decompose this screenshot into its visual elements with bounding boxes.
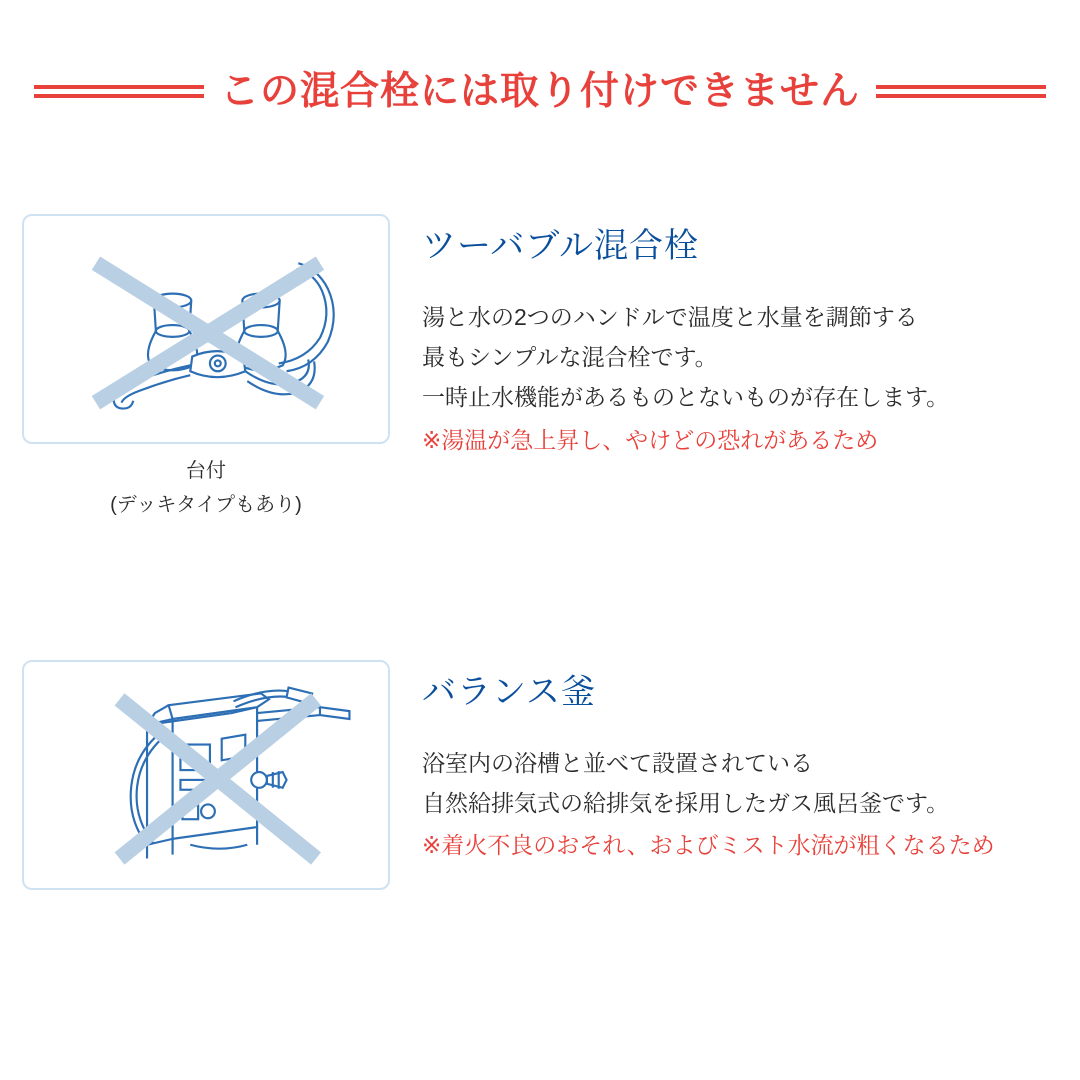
text-column-1 — [400, 214, 1080, 460]
two-handle-mixing-faucet-illustration — [22, 214, 390, 444]
page-title: この混合栓には取り付けできません — [219, 69, 860, 113]
body-line: 湯と水の2つのハンドルで温度と水量を調節する — [422, 303, 918, 330]
figure-caption-1 — [22, 454, 390, 522]
figure-column-2 — [0, 660, 400, 890]
section-title-1: ツーバブル混合栓 — [422, 227, 699, 265]
header-rule-right — [876, 84, 1046, 98]
warning-note-2: ※着火不良のおそれ、およびミスト水流が粗くなるため — [422, 832, 995, 859]
body-line: 浴室内の浴槽と並べて設置されている — [422, 749, 813, 776]
body-line: 一時止水機能があるものとないものが存在します。 — [422, 384, 950, 411]
balance-type-bath-boiler-illustration — [22, 660, 390, 890]
section-title-2: バランス釜 — [422, 673, 596, 711]
header-rule-left — [34, 84, 204, 98]
warning-note-1: ※湯温が急上昇し、やけどの恐れがあるため — [422, 426, 879, 453]
section-two-handle-faucet — [0, 214, 1080, 522]
section-body-1 — [422, 297, 1050, 460]
figure-column-1 — [0, 214, 400, 522]
section-balance-boiler — [0, 660, 1080, 890]
figure-caption-line: (デッキタイプもあり) — [110, 494, 302, 516]
body-line: 自然給排気式の給排気を採用したガス風呂釜です。 — [422, 790, 950, 817]
section-body-2 — [422, 743, 1050, 866]
page-header — [0, 58, 1080, 124]
body-line: 最もシンプルな混合栓です。 — [422, 344, 718, 371]
text-column-2 — [400, 660, 1080, 866]
figure-caption-line: 台付 — [186, 460, 226, 482]
